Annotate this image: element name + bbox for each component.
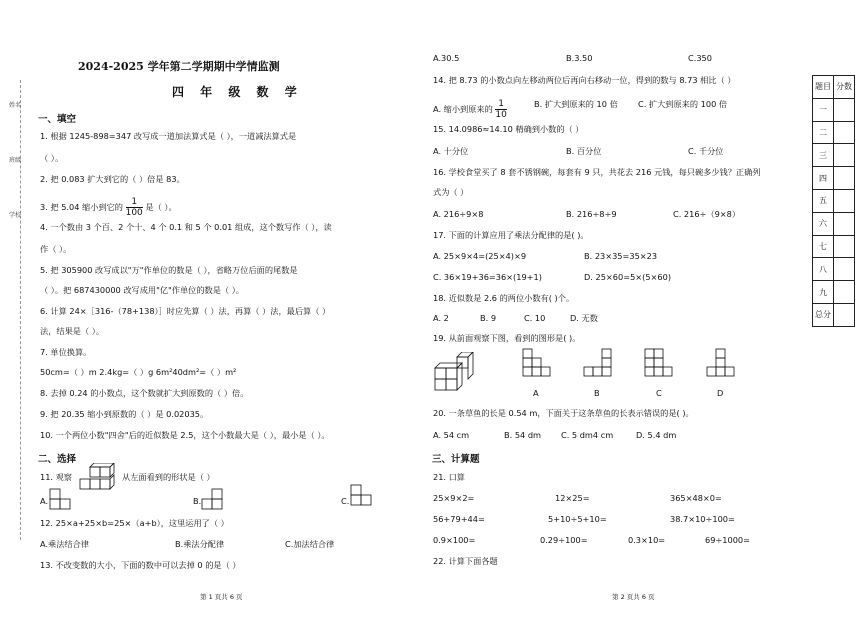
option-17a: A. 25×9×4=(25×4)×9 [433,251,527,261]
section-choice-heading: 二、选择 [38,454,77,465]
option-11b-label: B. [193,496,202,506]
score-cell [834,212,855,235]
question-11: 11. 观察 [40,472,72,482]
option-14a-text: A. 缩小到原来的 [433,104,493,114]
score-row [813,121,855,144]
score-row-label: 八 [813,258,834,281]
score-row [813,258,855,281]
option-14a [433,99,507,120]
option-19c-label: C [656,388,662,398]
margin-label-name: 姓名 [9,102,22,109]
oral-3-2: 0.29÷100= [540,535,588,545]
question-18: 18. 近似数是 2.6 的两位小数有( )个。 [433,293,575,303]
oral-3-3: 0.3×10= [628,535,666,545]
question-6-line2: 法，结果是（ ）。 [40,326,105,336]
option-15c: C. 千分位 [688,146,724,156]
option-14b: B. 扩大到原来的 10 倍 [534,99,618,109]
option-11c-label: C. [341,496,350,506]
option-14c: C. 扩大到原来的 100 倍 [638,99,728,109]
question-3 [40,197,177,218]
option-16c: C. 216÷（9×8） [673,209,741,219]
option-11b-shape [201,488,225,510]
question-4-line2: 作（ ）。 [40,244,72,254]
question-9: 9. 把 20.35 缩小到原数的（ ）是 0.02035。 [40,409,209,419]
option-16a: A. 216÷9×8 [433,209,484,219]
score-row [813,144,855,167]
option-18b: B. 9 [480,313,497,323]
fraction-1-100: $\frac{1}{100}$ [125,197,143,218]
score-row-label: 四 [813,167,834,190]
score-row-label: 三 [813,144,834,167]
question-5-line1: 5. 把 305900 改写成以"万"作单位的数是（ ），省略万位后面的尾数是 [40,265,298,275]
question-19: 19. 从前面观察下图，看到的图形是( )。 [433,333,581,343]
question-2: 2. 把 0.083 扩大到它的（ ）倍是 83。 [40,174,185,184]
score-row-label: 六 [813,212,834,235]
oral-1-3: 365×48×0= [670,493,722,503]
question-8: 8. 去掉 0.24 的小数点，这个数就扩大到原数的（ ）倍。 [40,388,249,398]
score-cell [834,144,855,167]
question-6-line1: 6. 计算 24×［316-（78+138）］时应先算（ ）法，再算（ ）法，最后算（ ） [40,306,331,316]
option-12a: A.乘法结合律 [40,539,89,549]
oral-1-2: 12×25= [555,493,590,503]
option-15a: A. 十分位 [433,146,469,156]
option-11a-shape [49,488,73,510]
score-table [812,75,855,327]
score-row-label: 总分 [813,303,834,326]
option-15b: B. 百分位 [566,146,602,156]
question-14: 14. 把 8.73 的小数点向左移动两位后再向右移动一位，得到的数与 8.73 相比（ ） [433,75,736,85]
option-19a-shape [522,348,552,388]
score-row [813,303,855,326]
question-4-line1: 4. 一个数由 3 个百、2 个十、4 个 0.1 和 5 个 0.01 组成，这个数写作（ ），读 [40,222,332,232]
question-17: 17. 下面的计算应用了乘法分配律的是( )。 [433,230,589,240]
score-row [813,167,855,190]
score-row [813,235,855,258]
page-footer-left: 第 1 页共 6 页 [200,593,243,601]
question-20: 20. 一条草鱼的长是 0.54 m，下面关于这条草鱼的长表示错误的是( )。 [433,408,694,418]
option-13b: B.3.50 [566,53,593,63]
oral-2-3: 38.7×10÷100= [670,514,735,524]
option-19c-shape [644,348,674,388]
option-18c: C. 10 [524,313,546,323]
option-20a: A. 54 cm [433,430,470,440]
score-cell [834,189,855,212]
score-row-label: 七 [813,235,834,258]
option-19d-shape [706,348,736,388]
margin-label-school: 学校 [9,212,22,219]
question-16-line2: 式为（ ） [433,187,469,197]
question-12: 12. 25×a+25×b=25×（a+b），这里运用了（ ） [40,518,229,528]
option-12c: C.加法结合律 [285,539,335,549]
score-row [813,212,855,235]
option-19d-label: D [717,388,724,398]
question-5-line2: （ ）。把 687430000 改写成用"亿"作单位的数是（ ）。 [40,285,244,295]
question-3-text-end: 是（ ）。 [145,202,177,212]
question-10: 10. 一个两位小数"四舍"后的近似数是 2.5，这个小数最大是（ ），最小是（ ）。 [40,430,330,440]
section-fill-heading: 一、填空 [38,114,77,125]
option-20c: C. 5 dm4 cm [561,430,614,440]
score-cell [834,167,855,190]
option-12b: B.乘法分配律 [175,539,225,549]
question-11-prompt: 从左面看到的形状是（ ） [122,472,215,482]
option-13c: C.350 [688,53,712,63]
option-19a-label: A [533,388,539,398]
score-cell [834,98,855,121]
oral-2-1: 56+79+44= [433,514,485,524]
option-18a: A. 2 [433,313,449,323]
fraction-1-10: $\frac{1}{10}$ [495,99,507,120]
fold-line [20,80,21,540]
oral-3-4: 69÷1000= [705,535,750,545]
question-16-line1: 16. 学校食堂买了 8 套不锈钢碗，每套有 9 只，共花去 216 元钱，每只碗多少钱？正确列 [433,167,761,177]
option-17c: C. 36×19+36=36×(19+1) [433,272,542,282]
option-19b-shape [583,348,613,388]
score-cell [834,281,855,304]
question-15: 15. 14.0986≈14.10 精确到小数的（ ） [433,124,584,134]
option-13a: A.30.5 [433,53,460,63]
option-18d: D. 无数 [570,313,598,323]
score-row [813,281,855,304]
question-3-text: 3. 把 5.04 缩小到它的 [40,202,123,212]
exam-title: 2024-2025 学年第二学期期中学情监测 [78,60,280,73]
oral-2-2: 5+10÷5+10= [548,514,607,524]
oral-1-1: 25×9×2= [433,493,475,503]
margin-label-class: 班级 [9,157,22,164]
question-1-line2: （ ）。 [40,153,64,163]
score-row [813,98,855,121]
score-row-label: 一 [813,98,834,121]
oral-3-1: 0.9×100= [433,535,476,545]
score-cell [834,258,855,281]
option-11a-label: A. [40,496,49,506]
option-11c-shape [350,484,374,512]
option-16b: B. 216÷8÷9 [566,209,617,219]
score-row-label: 五 [813,189,834,212]
option-19b-label: B [594,388,600,398]
score-header-item: 题目 [813,76,834,99]
score-row-label: 二 [813,121,834,144]
score-row-label: 九 [813,281,834,304]
score-header-score: 分数 [834,76,855,99]
option-20d: D. 5.4 dm [636,430,677,440]
option-20b: B. 54 dm [504,430,542,440]
question-21: 21. 口算 [433,472,465,482]
question-13: 13. 不改变数的大小，下面的数中可以去掉 0 的是（ ） [40,560,241,570]
question-19-solid-figure [433,352,477,396]
question-22: 22. 计算下面各题 [433,556,498,566]
page-footer-right: 第 2 页共 6 页 [612,593,655,601]
score-cell [834,235,855,258]
question-7-conversions: 50cm=（ ）m 2.4kg=（ ）g 6m²40dm²=（ ）m² [40,367,237,377]
question-7: 7. 单位换算。 [40,347,92,357]
exam-subtitle: 四 年 级 数 学 [172,85,303,99]
score-table-header-row [813,76,855,99]
score-cell [834,303,855,326]
section-calc-heading: 三、计算题 [432,454,480,465]
score-cell [834,121,855,144]
score-row [813,189,855,212]
option-17b: B. 23×35=35×23 [584,251,658,261]
cube-stack-figure [78,463,122,493]
question-1-line1: 1. 根据 1245-898=347 改写成一道加法算式是（ ），一道减法算式是 [40,131,297,141]
option-17d: D. 25×60=5×(5×60) [584,272,672,282]
